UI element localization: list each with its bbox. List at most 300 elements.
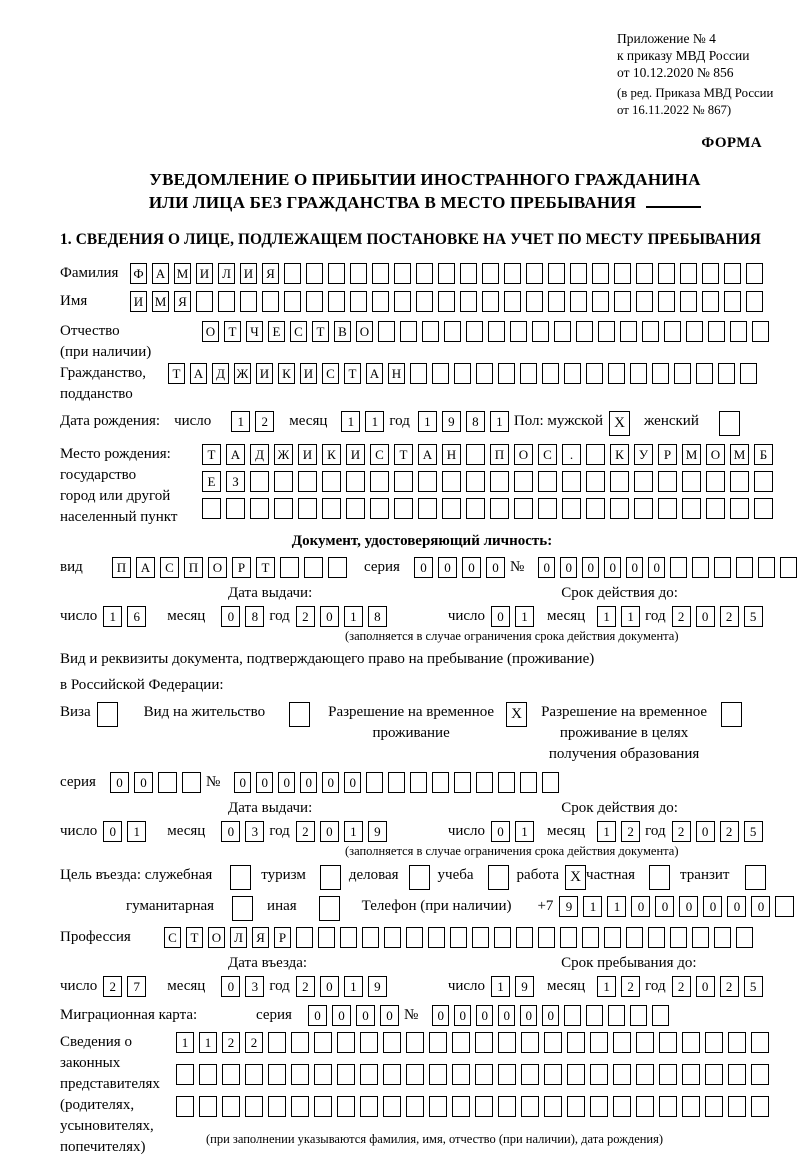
- cell[interactable]: 0: [300, 772, 317, 793]
- cell[interactable]: [429, 1064, 447, 1085]
- cell[interactable]: 9: [559, 896, 578, 917]
- cell[interactable]: О: [514, 444, 533, 465]
- cell[interactable]: [280, 557, 299, 578]
- cell[interactable]: [692, 927, 709, 948]
- cell[interactable]: 7: [127, 976, 146, 997]
- cell[interactable]: 0: [542, 1005, 559, 1026]
- cell[interactable]: [490, 471, 509, 492]
- cell[interactable]: [454, 363, 471, 384]
- cell[interactable]: [291, 1096, 309, 1117]
- cell[interactable]: [652, 363, 669, 384]
- cell[interactable]: [670, 557, 687, 578]
- cell[interactable]: [724, 263, 741, 284]
- cell[interactable]: [532, 321, 549, 342]
- cell[interactable]: [659, 1064, 677, 1085]
- cell[interactable]: [626, 927, 643, 948]
- cell[interactable]: [658, 291, 675, 312]
- cell[interactable]: [705, 1096, 723, 1117]
- cell[interactable]: 0: [234, 772, 251, 793]
- cell[interactable]: [614, 291, 631, 312]
- cell[interactable]: 2: [296, 976, 315, 997]
- cell[interactable]: [570, 291, 587, 312]
- cell[interactable]: 1: [103, 606, 122, 627]
- cell[interactable]: [554, 321, 571, 342]
- cell[interactable]: [636, 291, 653, 312]
- cell[interactable]: 0: [221, 606, 240, 627]
- temp-residence-checkbox[interactable]: X: [506, 702, 527, 727]
- cell[interactable]: [586, 444, 605, 465]
- cell[interactable]: 1: [231, 411, 250, 432]
- cell[interactable]: [586, 1005, 603, 1026]
- cell[interactable]: 0: [538, 557, 555, 578]
- cell[interactable]: [634, 498, 653, 519]
- cell[interactable]: 2: [103, 976, 122, 997]
- cell[interactable]: Р: [274, 927, 291, 948]
- cell[interactable]: [432, 772, 449, 793]
- cell[interactable]: У: [634, 444, 653, 465]
- cell[interactable]: [718, 363, 735, 384]
- cell[interactable]: [592, 291, 609, 312]
- cell[interactable]: [488, 321, 505, 342]
- cell[interactable]: 0: [320, 821, 339, 842]
- cell[interactable]: [544, 1064, 562, 1085]
- cell[interactable]: 1: [607, 896, 626, 917]
- cell[interactable]: [438, 291, 455, 312]
- cell[interactable]: [682, 498, 701, 519]
- cell[interactable]: [728, 1096, 746, 1117]
- cell[interactable]: И: [196, 263, 213, 284]
- cell[interactable]: [634, 471, 653, 492]
- cell[interactable]: 2: [720, 821, 739, 842]
- cell[interactable]: [268, 1096, 286, 1117]
- cell[interactable]: [498, 1096, 516, 1117]
- cell[interactable]: [406, 1096, 424, 1117]
- cell[interactable]: [576, 321, 593, 342]
- cell[interactable]: [613, 1032, 631, 1053]
- cell[interactable]: [564, 1005, 581, 1026]
- cell[interactable]: [670, 927, 687, 948]
- cell[interactable]: [520, 363, 537, 384]
- cell[interactable]: 0: [454, 1005, 471, 1026]
- cell[interactable]: 0: [322, 772, 339, 793]
- cell[interactable]: [592, 263, 609, 284]
- cell[interactable]: [751, 1032, 769, 1053]
- cell[interactable]: К: [322, 444, 341, 465]
- cell[interactable]: [245, 1096, 263, 1117]
- cell[interactable]: [538, 927, 555, 948]
- cell[interactable]: [466, 321, 483, 342]
- cell[interactable]: [544, 1032, 562, 1053]
- cell[interactable]: И: [346, 444, 365, 465]
- cell[interactable]: [442, 471, 461, 492]
- cell[interactable]: Л: [230, 927, 247, 948]
- cell[interactable]: [314, 1032, 332, 1053]
- female-checkbox[interactable]: [719, 411, 740, 436]
- cell[interactable]: [686, 321, 703, 342]
- cell[interactable]: [526, 291, 543, 312]
- purpose-private-checkbox[interactable]: [649, 865, 670, 890]
- cell[interactable]: [516, 927, 533, 948]
- cell[interactable]: [196, 291, 213, 312]
- cell[interactable]: С: [160, 557, 179, 578]
- cell[interactable]: [476, 363, 493, 384]
- cell[interactable]: [482, 263, 499, 284]
- cell[interactable]: [350, 291, 367, 312]
- cell[interactable]: [442, 498, 461, 519]
- cell[interactable]: [659, 1096, 677, 1117]
- cell[interactable]: [728, 1032, 746, 1053]
- cell[interactable]: [322, 498, 341, 519]
- cell[interactable]: [674, 363, 691, 384]
- cell[interactable]: [636, 1064, 654, 1085]
- cell[interactable]: 1: [344, 606, 363, 627]
- cell[interactable]: [472, 927, 489, 948]
- cell[interactable]: [658, 498, 677, 519]
- cell[interactable]: [466, 444, 485, 465]
- cell[interactable]: 0: [356, 1005, 375, 1026]
- cell[interactable]: 0: [582, 557, 599, 578]
- cell[interactable]: П: [184, 557, 203, 578]
- cell[interactable]: [730, 321, 747, 342]
- cell[interactable]: [298, 498, 317, 519]
- cell[interactable]: С: [370, 444, 389, 465]
- cell[interactable]: [526, 263, 543, 284]
- cell[interactable]: 0: [491, 821, 510, 842]
- cell[interactable]: 0: [320, 976, 339, 997]
- cell[interactable]: 0: [221, 821, 240, 842]
- cell[interactable]: 6: [127, 606, 146, 627]
- cell[interactable]: [337, 1032, 355, 1053]
- cell[interactable]: 1: [621, 606, 640, 627]
- cell[interactable]: [730, 498, 749, 519]
- purpose-tourism-checkbox[interactable]: [320, 865, 341, 890]
- cell[interactable]: [268, 1064, 286, 1085]
- cell[interactable]: [250, 498, 269, 519]
- cell[interactable]: [475, 1032, 493, 1053]
- cell[interactable]: 0: [751, 896, 770, 917]
- cell[interactable]: [383, 1096, 401, 1117]
- cell[interactable]: [418, 498, 437, 519]
- cell[interactable]: [245, 1064, 263, 1085]
- cell[interactable]: [306, 291, 323, 312]
- cell[interactable]: 1: [341, 411, 360, 432]
- cell[interactable]: [274, 498, 293, 519]
- cell[interactable]: [428, 927, 445, 948]
- cell[interactable]: 0: [110, 772, 129, 793]
- cell[interactable]: [613, 1064, 631, 1085]
- cell[interactable]: Д: [212, 363, 229, 384]
- cell[interactable]: Т: [186, 927, 203, 948]
- cell[interactable]: [406, 1032, 424, 1053]
- cell[interactable]: [736, 557, 753, 578]
- cell[interactable]: [680, 263, 697, 284]
- cell[interactable]: 2: [672, 821, 691, 842]
- cell[interactable]: Т: [256, 557, 275, 578]
- cell[interactable]: [586, 471, 605, 492]
- cell[interactable]: [542, 772, 559, 793]
- cell[interactable]: [250, 471, 269, 492]
- cell[interactable]: Н: [442, 444, 461, 465]
- cell[interactable]: [520, 772, 537, 793]
- cell[interactable]: [394, 471, 413, 492]
- cell[interactable]: [696, 363, 713, 384]
- cell[interactable]: 1: [583, 896, 602, 917]
- cell[interactable]: Т: [224, 321, 241, 342]
- cell[interactable]: [360, 1032, 378, 1053]
- cell[interactable]: 0: [486, 557, 505, 578]
- purpose-humanitarian-checkbox[interactable]: [232, 896, 253, 921]
- cell[interactable]: [384, 927, 401, 948]
- cell[interactable]: [542, 363, 559, 384]
- cell[interactable]: [740, 363, 757, 384]
- cell[interactable]: 2: [255, 411, 274, 432]
- cell[interactable]: [176, 1064, 194, 1085]
- cell[interactable]: М: [152, 291, 169, 312]
- cell[interactable]: Б: [754, 444, 773, 465]
- cell[interactable]: [752, 321, 769, 342]
- cell[interactable]: [438, 263, 455, 284]
- cell[interactable]: [521, 1032, 539, 1053]
- cell[interactable]: [410, 772, 427, 793]
- cell[interactable]: [346, 471, 365, 492]
- cell[interactable]: [460, 263, 477, 284]
- cell[interactable]: М: [730, 444, 749, 465]
- cell[interactable]: [659, 1032, 677, 1053]
- cell[interactable]: Е: [268, 321, 285, 342]
- cell[interactable]: [714, 557, 731, 578]
- cell[interactable]: Я: [252, 927, 269, 948]
- cell[interactable]: [370, 471, 389, 492]
- cell[interactable]: [158, 772, 177, 793]
- cell[interactable]: [604, 927, 621, 948]
- cell[interactable]: [422, 321, 439, 342]
- cell[interactable]: [564, 363, 581, 384]
- cell[interactable]: [682, 471, 701, 492]
- cell[interactable]: 0: [648, 557, 665, 578]
- cell[interactable]: Ф: [130, 263, 147, 284]
- cell[interactable]: [370, 498, 389, 519]
- cell[interactable]: [240, 291, 257, 312]
- cell[interactable]: [432, 363, 449, 384]
- cell[interactable]: А: [152, 263, 169, 284]
- cell[interactable]: 0: [438, 557, 457, 578]
- cell[interactable]: [648, 927, 665, 948]
- cell[interactable]: [322, 471, 341, 492]
- cell[interactable]: [521, 1096, 539, 1117]
- cell[interactable]: [514, 498, 533, 519]
- cell[interactable]: [372, 291, 389, 312]
- cell[interactable]: [450, 927, 467, 948]
- cell[interactable]: [636, 1032, 654, 1053]
- cell[interactable]: Л: [218, 263, 235, 284]
- cell[interactable]: Н: [388, 363, 405, 384]
- cell[interactable]: С: [538, 444, 557, 465]
- cell[interactable]: [452, 1096, 470, 1117]
- cell[interactable]: А: [190, 363, 207, 384]
- cell[interactable]: 1: [490, 411, 509, 432]
- cell[interactable]: 2: [720, 976, 739, 997]
- cell[interactable]: [658, 263, 675, 284]
- cell[interactable]: Т: [202, 444, 221, 465]
- cell[interactable]: Ж: [234, 363, 251, 384]
- cell[interactable]: О: [202, 321, 219, 342]
- cell[interactable]: [548, 291, 565, 312]
- cell[interactable]: [291, 1032, 309, 1053]
- cell[interactable]: З: [226, 471, 245, 492]
- cell[interactable]: [199, 1096, 217, 1117]
- purpose-other-checkbox[interactable]: [319, 896, 340, 921]
- cell[interactable]: Ч: [246, 321, 263, 342]
- cell[interactable]: [182, 772, 201, 793]
- cell[interactable]: [586, 363, 603, 384]
- cell[interactable]: Т: [344, 363, 361, 384]
- cell[interactable]: [610, 471, 629, 492]
- cell[interactable]: [337, 1096, 355, 1117]
- cell[interactable]: [268, 1032, 286, 1053]
- cell[interactable]: [538, 498, 557, 519]
- cell[interactable]: 0: [414, 557, 433, 578]
- cell[interactable]: 9: [515, 976, 534, 997]
- cell[interactable]: И: [240, 263, 257, 284]
- cell[interactable]: [636, 1096, 654, 1117]
- cell[interactable]: 8: [368, 606, 387, 627]
- cell[interactable]: [298, 471, 317, 492]
- cell[interactable]: 0: [679, 896, 698, 917]
- cell[interactable]: О: [706, 444, 725, 465]
- cell[interactable]: 9: [442, 411, 461, 432]
- cell[interactable]: Я: [262, 263, 279, 284]
- cell[interactable]: [429, 1032, 447, 1053]
- cell[interactable]: [610, 498, 629, 519]
- cell[interactable]: 0: [491, 606, 510, 627]
- cell[interactable]: 0: [278, 772, 295, 793]
- cell[interactable]: 1: [344, 821, 363, 842]
- cell[interactable]: [176, 1096, 194, 1117]
- cell[interactable]: [362, 927, 379, 948]
- cell[interactable]: [452, 1032, 470, 1053]
- cell[interactable]: И: [298, 444, 317, 465]
- cell[interactable]: 0: [696, 821, 715, 842]
- cell[interactable]: И: [130, 291, 147, 312]
- cell[interactable]: 0: [256, 772, 273, 793]
- cell[interactable]: [498, 772, 515, 793]
- cell[interactable]: [570, 263, 587, 284]
- cell[interactable]: [337, 1064, 355, 1085]
- cell[interactable]: 5: [744, 821, 763, 842]
- purpose-transit-checkbox[interactable]: [745, 865, 766, 890]
- cell[interactable]: [708, 321, 725, 342]
- cell[interactable]: [504, 291, 521, 312]
- cell[interactable]: [366, 772, 383, 793]
- cell[interactable]: 1: [515, 821, 534, 842]
- cell[interactable]: [504, 263, 521, 284]
- cell[interactable]: О: [208, 927, 225, 948]
- cell[interactable]: [328, 263, 345, 284]
- cell[interactable]: 0: [703, 896, 722, 917]
- cell[interactable]: 5: [744, 606, 763, 627]
- cell[interactable]: [775, 896, 794, 917]
- cell[interactable]: Ж: [274, 444, 293, 465]
- cell[interactable]: [340, 927, 357, 948]
- cell[interactable]: 2: [222, 1032, 240, 1053]
- cell[interactable]: [705, 1032, 723, 1053]
- cell[interactable]: [498, 363, 515, 384]
- cell[interactable]: [724, 291, 741, 312]
- cell[interactable]: [394, 291, 411, 312]
- cell[interactable]: [590, 1064, 608, 1085]
- cell[interactable]: [714, 927, 731, 948]
- cell[interactable]: [328, 557, 347, 578]
- cell[interactable]: [262, 291, 279, 312]
- cell[interactable]: [274, 471, 293, 492]
- cell[interactable]: [406, 1064, 424, 1085]
- cell[interactable]: [304, 557, 323, 578]
- cell[interactable]: 3: [245, 821, 264, 842]
- cell[interactable]: [350, 263, 367, 284]
- cell[interactable]: М: [174, 263, 191, 284]
- cell[interactable]: [466, 471, 485, 492]
- cell[interactable]: [590, 1096, 608, 1117]
- cell[interactable]: [754, 498, 773, 519]
- cell[interactable]: [372, 263, 389, 284]
- cell[interactable]: Т: [168, 363, 185, 384]
- cell[interactable]: [418, 471, 437, 492]
- cell[interactable]: 0: [696, 976, 715, 997]
- cell[interactable]: [383, 1032, 401, 1053]
- cell[interactable]: 2: [296, 606, 315, 627]
- cell[interactable]: [360, 1096, 378, 1117]
- cell[interactable]: О: [356, 321, 373, 342]
- cell[interactable]: [406, 927, 423, 948]
- cell[interactable]: [608, 1005, 625, 1026]
- cell[interactable]: [222, 1064, 240, 1085]
- cell[interactable]: А: [226, 444, 245, 465]
- cell[interactable]: 0: [498, 1005, 515, 1026]
- cell[interactable]: [346, 498, 365, 519]
- cell[interactable]: 5: [744, 976, 763, 997]
- cell[interactable]: [475, 1096, 493, 1117]
- cell[interactable]: 0: [476, 1005, 493, 1026]
- cell[interactable]: [314, 1064, 332, 1085]
- temp-residence-edu-checkbox[interactable]: [721, 702, 742, 727]
- purpose-business-checkbox[interactable]: [409, 865, 430, 890]
- cell[interactable]: [560, 927, 577, 948]
- cell[interactable]: [562, 498, 581, 519]
- cell[interactable]: 8: [466, 411, 485, 432]
- cell[interactable]: [476, 772, 493, 793]
- cell[interactable]: [378, 321, 395, 342]
- cell[interactable]: [199, 1064, 217, 1085]
- cell[interactable]: [705, 1064, 723, 1085]
- cell[interactable]: [444, 321, 461, 342]
- cell[interactable]: [318, 927, 335, 948]
- cell[interactable]: [692, 557, 709, 578]
- cell[interactable]: [400, 321, 417, 342]
- cell[interactable]: [746, 263, 763, 284]
- cell[interactable]: [613, 1096, 631, 1117]
- cell[interactable]: 2: [621, 821, 640, 842]
- cell[interactable]: 0: [626, 557, 643, 578]
- cell[interactable]: 1: [597, 976, 616, 997]
- cell[interactable]: [758, 557, 775, 578]
- cell[interactable]: [494, 927, 511, 948]
- cell[interactable]: [490, 498, 509, 519]
- cell[interactable]: [682, 1064, 700, 1085]
- cell[interactable]: И: [300, 363, 317, 384]
- cell[interactable]: 2: [296, 821, 315, 842]
- cell[interactable]: [454, 772, 471, 793]
- cell[interactable]: А: [366, 363, 383, 384]
